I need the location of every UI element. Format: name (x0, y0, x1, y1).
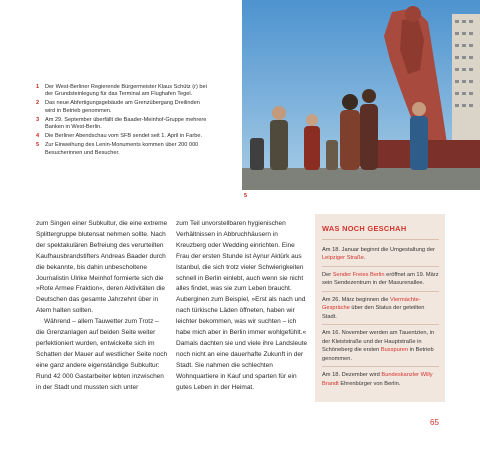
divider (322, 239, 439, 240)
event-item: Der Sender Freies Berlin eröffnet am 19. März sein Sendezentrum in der Masurenallee. (322, 271, 439, 287)
body-paragraph: Während – allem Tauwetter zum Trotz – die Grenzanlagen auf beiden Seite weiter perfektioniert wurden, entwickelte sich im Schatten der Mauer auf westlicher Seite noch eine ganz andere eigenständige Subkultur: Rund 42 000 Gastarbeiter lebten inzwischen in der Stadt und mussten sich unter (36, 318, 168, 391)
event-highlight: Viermächte-Gespräche (322, 296, 421, 312)
divider (322, 291, 439, 292)
photo-number: 5 (244, 193, 248, 199)
was-noch-geschah-box (315, 214, 445, 402)
event-item: Am 18. Dezember wird Bundeskanzler Willy Brandt Ehrenbürger von Berlin. (322, 372, 433, 387)
divider (322, 266, 439, 267)
event-item: Am 18. Januar beginnt die Umgestaltung der Leipziger Straße. (322, 246, 435, 262)
event-item: Am 26. März beginnen die Viermächte-Gespräche über den Status der geteilten Stadt. (322, 296, 425, 320)
body-column-1 (36, 219, 169, 394)
body-paragraph: zum Teil unvorstellbaren hygienischen Verhältnissen in Abbruchhäusern in Kreuzberg oder Wedding einrichten. Eine Frau der ersten Stunde ist Aynur Aktürk aus Istanbul, die sich trotz vieler Schwierigkeiten schnell in Berlin einlebt, auch wenn sie nicht alles findet, was sie zum Leben braucht. Auberginen zum Beispiel, »Erst als nach und nach türkische Läden öffneten, haben wir leichter bekommen, was wir suchten – ich habe mich aber in Berlin immer wohlgefühlt.« Damals dachten sie und viele ihre Landsleute noch nicht an eine dauerhafte Zukunft in der Stadt. Sie nahmen die schlechten Wohnquartiere in Kauf und sparten für ein gutes Leben in der Heimat. (176, 220, 308, 391)
caption-item: 5 Zur Einweihung des Lenin-Monuments kommen über 200 000 Besucherinnen und Besucher. (36, 142, 199, 156)
caption-item: 1 Der West-Berliner Regierende Bürgermeister Klaus Schütz (r) bei der Grundsteinlegung für das Terminal am Flughafen Tegel. (36, 84, 207, 98)
body-column-2 (176, 219, 308, 394)
body-paragraph: zum Singen einer Subkultur, die eine extreme Splittergruppe blutensat nehmen sollte. Nach der spektakulären Befreiung des verurteilten Kaufhausbrandstifters Andreas Baader durch die bekannte, bis dahin unbescholtene Journalistin Ulrike Meinhof formierte sich die »Rote Armee Fraktion«, deren Aktivitäten die Deutschen das gesamte Jahrzehnt über in Atem halten sollten. (36, 220, 168, 315)
sidebar-heading: WAS NOCH GESCHAH (322, 224, 407, 233)
event-item: Am 16. November werden am Tauentzien, in der Kleiststraße und der Hauptstraße in Schöneberg die ersten Busspuren in Betrieb genommen. (322, 330, 435, 362)
photo-captions (36, 84, 208, 159)
event-highlight: Busspuren (380, 347, 409, 354)
lenin-monument-photo (242, 0, 480, 190)
divider (322, 324, 439, 325)
caption-item: 4 Die Berliner Abendschau vom SFB sendet seit 1. April in Farbe. (36, 133, 203, 140)
page-number: 65 (430, 418, 439, 427)
event-highlight: Sender Freies Berlin (332, 271, 385, 278)
event-highlight: Bundeskanzler Willy Brandt (322, 372, 433, 387)
divider (322, 366, 439, 367)
caption-item: 3 Am 29. September überfällt die Baader-Meinhof-Gruppe mehrere Banken in West-Berlin. (36, 116, 207, 131)
event-highlight: Leipziger Straße (322, 255, 364, 262)
caption-item: 2 Das neue Abfertigungsgebäude am Grenzübergang Dreilinden wird in Betrieb genommen. (36, 100, 200, 114)
